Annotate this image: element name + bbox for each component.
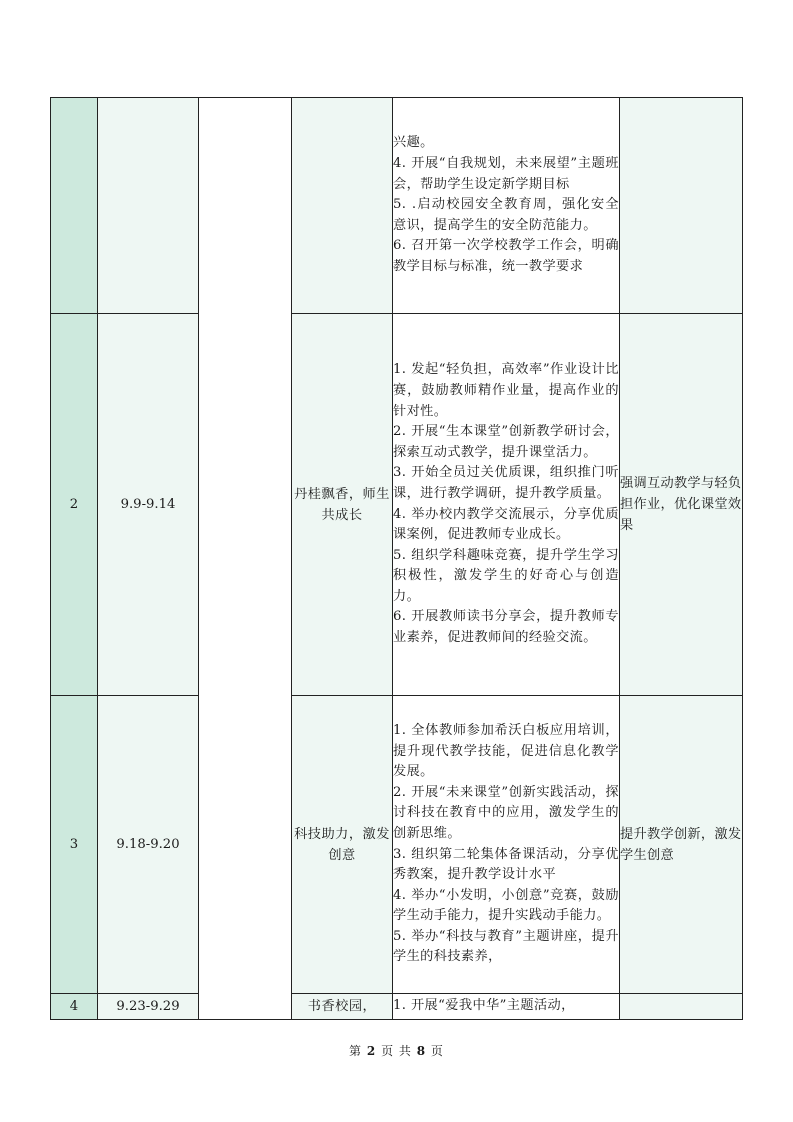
table-row [51, 994, 743, 1020]
table-row [51, 98, 743, 314]
content-item: 6. 开展教师读书分享会，提升教师专业素养，促进教师间的经验交流。 [393, 609, 619, 646]
total-pages: 8 [416, 1044, 427, 1058]
theme-cell: 丹桂飘香，师生共成长 [292, 314, 393, 696]
content-item: 2. 开展“未来课堂”创新实践活动，探讨科技在教育中的应用，激发学生的创新思维。 [393, 784, 619, 841]
footer-middle: 页 共 [381, 1044, 412, 1058]
note-cell: 强调互动教学与轻负担作业，优化课堂效果 [620, 314, 743, 696]
content-item: 5. 举办“科技与教育”主题讲座，提升学生的科技素养， [393, 928, 619, 965]
blank-merged-cell [199, 98, 292, 1020]
content-item: 5. 组织学科趣味竞赛，提升学生学习积极性，激发学生的好奇心与创造力。 [393, 547, 619, 604]
footer-prefix: 第 [349, 1044, 363, 1058]
plan-table [50, 97, 743, 1020]
date-cell: 9.18-9.20 [98, 696, 199, 994]
date-cell: 9.23-9.29 [98, 994, 199, 1020]
theme-cell [292, 98, 393, 314]
page-footer [0, 1042, 793, 1059]
footer-suffix: 页 [430, 1044, 444, 1058]
content-item: 4. 举办“小发明，小创意”竞赛，鼓励学生动手能力，提升实践动手能力。 [393, 887, 619, 924]
note-cell [620, 98, 743, 314]
content-cell [393, 98, 620, 314]
theme-cell: 书香校园， [292, 994, 393, 1020]
theme-cell: 科技助力，激发创意 [292, 696, 393, 994]
content-item: 1. 开展“爱我中华”主题活动， [393, 998, 575, 1013]
content-item: 4. 开展“自我规划，未来展望”主题班会，帮助学生设定新学期目标 [393, 156, 619, 192]
note-cell [620, 994, 743, 1020]
table-row [51, 696, 743, 994]
content-item: 1. 全体教师参加希沃白板应用培训，提升现代教学技能，促进信息化教学发展。 [393, 722, 619, 780]
content-cell [393, 314, 620, 696]
content-item: 3. 开始全员过关优质课，组织推门听课，进行教学调研，提升教学质量。 [393, 465, 619, 501]
content-item: 5. .启动校园安全教育周，强化安全意识，提高学生的安全防范能力。 [393, 197, 619, 233]
week-cell: 3 [51, 696, 98, 994]
content-item: 3. 组织第二轮集体备课活动，分享优秀教案，提升教学设计水平 [393, 846, 619, 883]
content-item: 4. 举办校内教学交流展示，分享优质课案例，促进教师专业成长。 [393, 506, 619, 543]
date-cell: 9.9-9.14 [98, 314, 199, 696]
date-cell [98, 98, 199, 314]
note-cell: 提升教学创新，激发学生创意 [620, 696, 743, 994]
week-cell: 4 [51, 994, 98, 1020]
week-cell: 2 [51, 314, 98, 696]
table-row [51, 314, 743, 696]
content-item: 6. 召开第一次学校教学工作会，明确教学目标与标准，统一教学要求 [393, 238, 619, 274]
content-item: 2. 开展“生本课堂”创新教学研讨会，探索互动式教学，提升课堂活力。 [393, 424, 619, 460]
content-cell [393, 994, 620, 1020]
content-item: 1. 发起“轻负担，高效率”作业设计比赛，鼓励教师精作业量，提高作业的针对性。 [393, 362, 619, 419]
week-cell [51, 98, 98, 314]
page-number: 2 [366, 1044, 377, 1058]
content-item: 兴趣。 [393, 135, 434, 151]
content-cell [393, 696, 620, 994]
